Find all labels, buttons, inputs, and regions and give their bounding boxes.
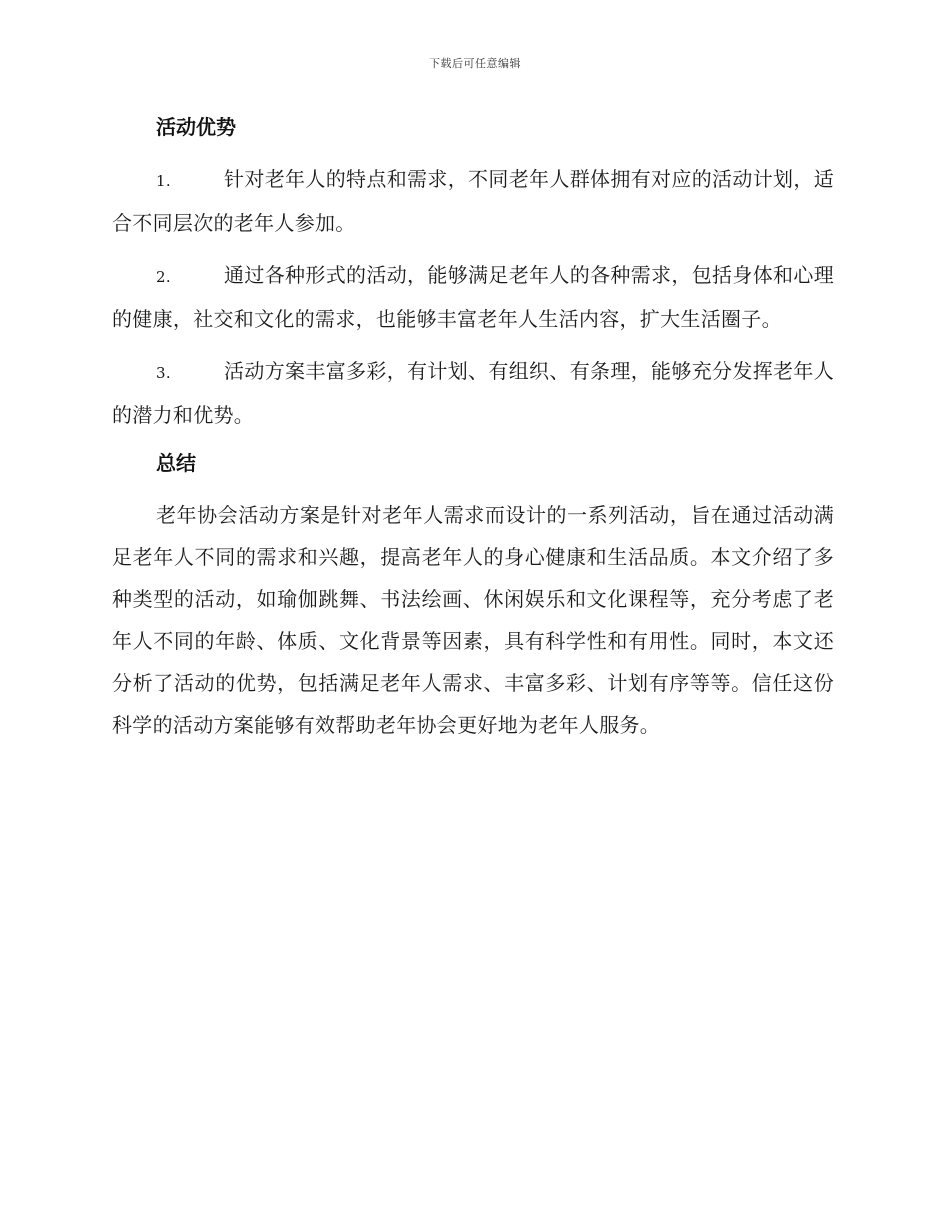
advantage-item-2 xyxy=(112,254,834,340)
summary-heading: 总结 xyxy=(156,451,196,475)
advantage-item-text: 活动方案丰富多彩，有计划、有组织、有条理，能够充分发挥老年人的潜力和优势。 xyxy=(112,359,834,427)
advantage-item-number: 1. xyxy=(156,172,171,190)
summary-paragraph: 老年协会活动方案是针对老年人需求而设计的一系列活动，旨在通过活动满足老年人不同的需求和兴趣，提高老年人的身心健康和生活品质。本文介绍了多种类型的活动，如瑜伽跳舞、书法绘画、休闲娱乐和文化课程等，充分考虑了老年人不同的年龄、体质、文化背景等因素，具有科学性和有用性。同时，本文还分析了活动的优势，包括满足老年人需求、丰富多彩、计划有序等等。信任这份科学的活动方案能够有效帮助老年协会更好地为老年人服务。 xyxy=(112,503,834,737)
document-body xyxy=(112,108,834,756)
advantages-heading: 活动优势 xyxy=(156,115,236,139)
advantage-item-3 xyxy=(112,350,834,436)
advantage-item-1 xyxy=(112,158,834,244)
advantage-item-text: 针对老年人的特点和需求，不同老年人群体拥有对应的活动计划，适合不同层次的老年人参加。 xyxy=(112,167,834,235)
advantage-item-number: 2. xyxy=(156,268,171,286)
page-header: 下载后可任意编辑 xyxy=(429,57,521,70)
advantage-item-number: 3. xyxy=(156,364,171,382)
advantage-item-text: 通过各种形式的活动，能够满足老年人的各种需求，包括身体和心理的健康，社交和文化的需求，也能够丰富老年人生活内容，扩大生活圈子。 xyxy=(112,263,834,331)
